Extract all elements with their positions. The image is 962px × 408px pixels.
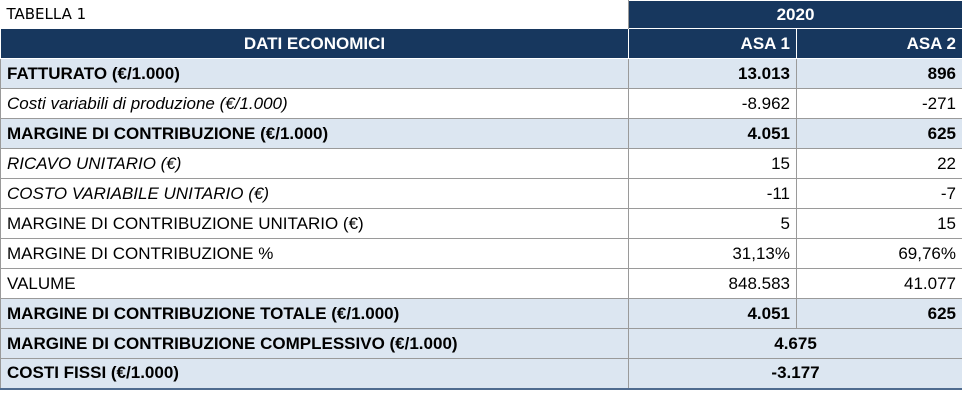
row-label: FATTURATO (€/1.000) <box>1 59 629 89</box>
row-label: MARGINE DI CONTRIBUZIONE % <box>1 239 629 269</box>
asa2-value: 41.077 <box>797 269 962 299</box>
asa1-column-header: ASA 1 <box>629 29 797 59</box>
row-label: MARGINE DI CONTRIBUZIONE COMPLESSIVO (€/1.000) <box>1 329 629 359</box>
table-row-costo-variabile-unitario <box>1 179 962 209</box>
row-label: MARGINE DI CONTRIBUZIONE (€/1.000) <box>1 119 629 149</box>
asa2-value: 625 <box>797 119 962 149</box>
combined-value: -3.177 <box>629 359 962 389</box>
asa1-value: 4.051 <box>629 119 797 149</box>
row-label: RICAVO UNITARIO (€) <box>1 149 629 179</box>
row-label: MARGINE DI CONTRIBUZIONE TOTALE (€/1.000) <box>1 299 629 329</box>
label-column-header: DATI ECONOMICI <box>1 29 629 59</box>
asa2-value: 625 <box>797 299 962 329</box>
asa2-column-header: ASA 2 <box>797 29 962 59</box>
year-header: 2020 <box>629 1 962 29</box>
asa2-value: -7 <box>797 179 962 209</box>
asa1-value: -11 <box>629 179 797 209</box>
table-caption: TABELLA 1 <box>1 1 629 29</box>
asa1-value: 15 <box>629 149 797 179</box>
header-row <box>1 29 962 59</box>
table-row-margine-complessivo <box>1 329 962 359</box>
combined-value: 4.675 <box>629 329 962 359</box>
row-label: COSTI FISSI (€/1.000) <box>1 359 629 389</box>
asa1-value: 5 <box>629 209 797 239</box>
row-label: COSTO VARIABILE UNITARIO (€) <box>1 179 629 209</box>
table-row-margine-totale <box>1 299 962 329</box>
asa2-value: 69,76% <box>797 239 962 269</box>
asa1-value: 848.583 <box>629 269 797 299</box>
asa2-value: 896 <box>797 59 962 89</box>
table-row-costi-fissi <box>1 359 962 389</box>
asa1-value: 4.051 <box>629 299 797 329</box>
row-label: MARGINE DI CONTRIBUZIONE UNITARIO (€) <box>1 209 629 239</box>
asa1-value: 13.013 <box>629 59 797 89</box>
table-row-ricavo-unitario <box>1 149 962 179</box>
row-label: Costi variabili di produzione (€/1.000) <box>1 89 629 119</box>
asa2-value: 22 <box>797 149 962 179</box>
table-row-valume <box>1 269 962 299</box>
table-row-margine-contribuzione <box>1 119 962 149</box>
caption-row <box>1 1 962 29</box>
asa1-value: -8.962 <box>629 89 797 119</box>
table-row-costi-variabili <box>1 89 962 119</box>
asa1-value: 31,13% <box>629 239 797 269</box>
asa2-value: -271 <box>797 89 962 119</box>
table-row-fatturato <box>1 59 962 89</box>
row-label: VALUME <box>1 269 629 299</box>
asa2-value: 15 <box>797 209 962 239</box>
table-row-margine-percent <box>1 239 962 269</box>
table-row-margine-unitario <box>1 209 962 239</box>
